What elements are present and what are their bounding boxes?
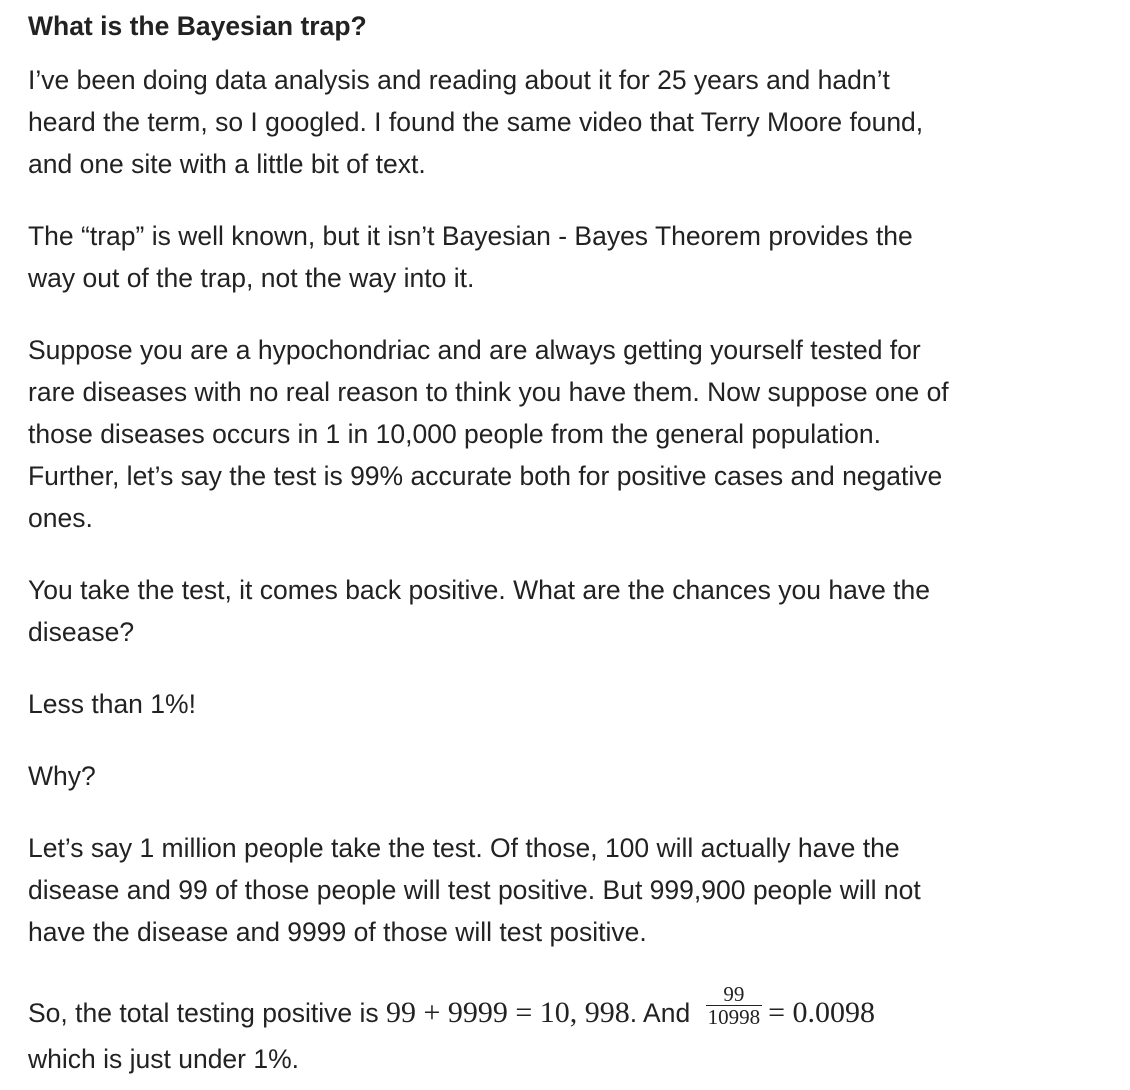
fraction-denominator: 10998 [707, 1004, 761, 1029]
math-line [28, 981, 875, 1038]
math-fraction [706, 983, 763, 1028]
paragraph-why [28, 755, 96, 797]
text-line: Let’s say 1 million people take the test. Of those, 100 will actually have the [28, 833, 900, 863]
text-line: Suppose you are a hypochondriac and are always getting yourself tested for [28, 335, 921, 365]
text-line: which is just under 1%. [28, 1043, 300, 1074]
text-line: disease? [28, 617, 135, 647]
text-line: and one site with a little bit of text. [28, 149, 426, 179]
paragraph-intro [28, 59, 923, 185]
math-sum: 99 + 9999 = 10, 998 [385, 996, 630, 1029]
text-line: ones. [28, 503, 93, 533]
text-line: disease and 99 of those people will test positive. But 999,900 people will not [28, 875, 921, 905]
math-result: = 0.0098 [768, 996, 875, 1029]
post-title: What is the Bayesian trap? [28, 11, 367, 41]
text-line: Further, let’s say the test is 99% accurate both for positive cases and negative [28, 461, 943, 491]
text-line: way out of the trap, not the way into it. [28, 263, 475, 293]
paragraph-question [28, 569, 930, 653]
paragraph-answer [28, 683, 196, 725]
paragraph-explanation [28, 827, 921, 953]
fraction-numerator: 99 [706, 983, 763, 1006]
text-line: rare diseases with no real reason to think you have them. Now suppose one of [28, 377, 949, 407]
paragraph-trap [28, 215, 913, 299]
conclusion-text: So, the total testing positive is [28, 998, 386, 1028]
text-line: Why? [28, 761, 96, 791]
text-line: You take the test, it comes back positive. What are the chances you have the [28, 575, 931, 605]
paragraph-conclusion [28, 981, 875, 1080]
text-line: heard the term, so I googled. I found the same video that Terry Moore found, [28, 107, 924, 137]
paragraph-hypochondriac [28, 329, 949, 539]
text-line: Less than 1%! [28, 689, 196, 719]
text-line: The “trap” is well known, but it isn’t Bayesian - Bayes Theorem provides the [28, 221, 913, 251]
text-line: I’ve been doing data analysis and reading about it for 25 years and hadn’t [28, 65, 890, 95]
text-line: those diseases occurs in 1 in 10,000 people from the general population. [28, 419, 881, 449]
conclusion-text-mid: . And [629, 998, 698, 1028]
text-line: have the disease and 9999 of those will test positive. [28, 917, 647, 947]
